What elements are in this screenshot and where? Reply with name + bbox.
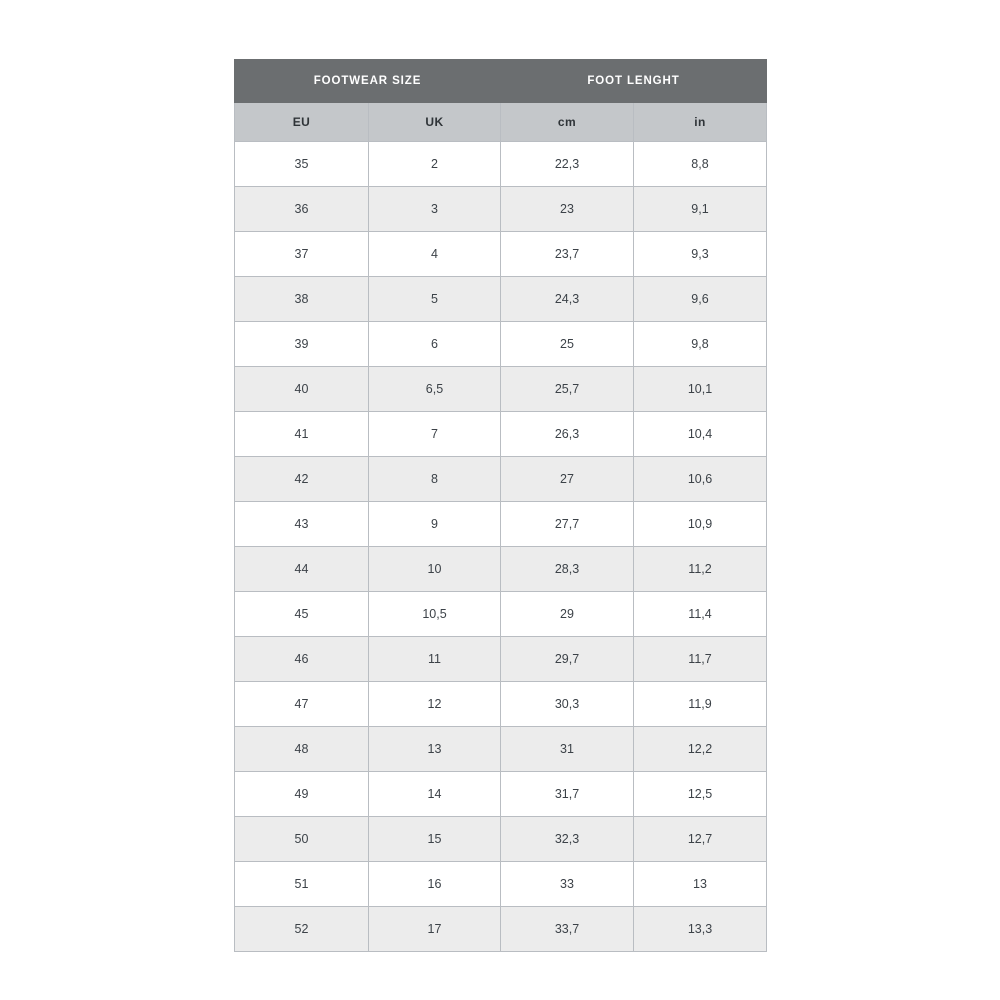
cell-uk: 11 (369, 637, 501, 682)
cell-eu: 43 (235, 502, 369, 547)
cell-in: 10,4 (634, 412, 767, 457)
cell-in: 8,8 (634, 142, 767, 187)
column-header-uk: UK (369, 103, 501, 142)
cell-eu: 49 (235, 772, 369, 817)
cell-cm: 25,7 (501, 367, 634, 412)
table-row (235, 862, 767, 907)
table-row (235, 187, 767, 232)
cell-in: 11,7 (634, 637, 767, 682)
cell-uk: 12 (369, 682, 501, 727)
table-row (235, 367, 767, 412)
table-row (235, 592, 767, 637)
cell-uk: 6,5 (369, 367, 501, 412)
cell-uk: 2 (369, 142, 501, 187)
cell-eu: 41 (235, 412, 369, 457)
cell-cm: 32,3 (501, 817, 634, 862)
column-header-in: in (634, 103, 767, 142)
cell-uk: 6 (369, 322, 501, 367)
column-header-cm: cm (501, 103, 634, 142)
cell-cm: 29,7 (501, 637, 634, 682)
table-row (235, 817, 767, 862)
table-row (235, 412, 767, 457)
cell-uk: 4 (369, 232, 501, 277)
table-row (235, 637, 767, 682)
cell-in: 13 (634, 862, 767, 907)
cell-uk: 8 (369, 457, 501, 502)
cell-eu: 44 (235, 547, 369, 592)
cell-in: 10,6 (634, 457, 767, 502)
cell-eu: 45 (235, 592, 369, 637)
cell-eu: 47 (235, 682, 369, 727)
cell-eu: 51 (235, 862, 369, 907)
cell-cm: 25 (501, 322, 634, 367)
cell-in: 12,7 (634, 817, 767, 862)
cell-in: 9,1 (634, 187, 767, 232)
cell-cm: 22,3 (501, 142, 634, 187)
cell-in: 10,9 (634, 502, 767, 547)
table-row (235, 322, 767, 367)
cell-in: 9,8 (634, 322, 767, 367)
table-row (235, 277, 767, 322)
cell-cm: 30,3 (501, 682, 634, 727)
group-header-foot-lenght: FOOT LENGHT (501, 60, 767, 103)
cell-uk: 10 (369, 547, 501, 592)
cell-uk: 7 (369, 412, 501, 457)
table-row (235, 547, 767, 592)
table-row (235, 907, 767, 952)
cell-eu: 36 (235, 187, 369, 232)
table-row (235, 502, 767, 547)
cell-uk: 10,5 (369, 592, 501, 637)
cell-uk: 16 (369, 862, 501, 907)
cell-eu: 35 (235, 142, 369, 187)
size-chart-container (234, 59, 766, 952)
cell-eu: 48 (235, 727, 369, 772)
table-row (235, 682, 767, 727)
cell-in: 11,9 (634, 682, 767, 727)
size-chart-table (234, 59, 767, 952)
table-row (235, 457, 767, 502)
cell-cm: 26,3 (501, 412, 634, 457)
group-header-row (235, 60, 767, 103)
cell-uk: 5 (369, 277, 501, 322)
cell-eu: 42 (235, 457, 369, 502)
cell-in: 9,6 (634, 277, 767, 322)
cell-eu: 40 (235, 367, 369, 412)
cell-eu: 38 (235, 277, 369, 322)
table-row (235, 232, 767, 277)
cell-cm: 28,3 (501, 547, 634, 592)
cell-uk: 15 (369, 817, 501, 862)
cell-in: 12,5 (634, 772, 767, 817)
cell-uk: 17 (369, 907, 501, 952)
cell-eu: 37 (235, 232, 369, 277)
table-row (235, 772, 767, 817)
cell-in: 9,3 (634, 232, 767, 277)
group-header-footwear-size: FOOTWEAR SIZE (235, 60, 501, 103)
cell-uk: 14 (369, 772, 501, 817)
cell-cm: 29 (501, 592, 634, 637)
cell-cm: 33 (501, 862, 634, 907)
cell-cm: 23,7 (501, 232, 634, 277)
column-header-row (235, 103, 767, 142)
cell-in: 10,1 (634, 367, 767, 412)
cell-in: 11,2 (634, 547, 767, 592)
cell-cm: 31 (501, 727, 634, 772)
cell-eu: 52 (235, 907, 369, 952)
cell-uk: 13 (369, 727, 501, 772)
table-row (235, 727, 767, 772)
cell-cm: 27,7 (501, 502, 634, 547)
cell-in: 12,2 (634, 727, 767, 772)
cell-eu: 39 (235, 322, 369, 367)
table-head (235, 60, 767, 142)
table-body (235, 142, 767, 952)
cell-cm: 23 (501, 187, 634, 232)
cell-cm: 24,3 (501, 277, 634, 322)
cell-eu: 46 (235, 637, 369, 682)
cell-uk: 3 (369, 187, 501, 232)
cell-uk: 9 (369, 502, 501, 547)
column-header-eu: EU (235, 103, 369, 142)
cell-cm: 27 (501, 457, 634, 502)
cell-in: 13,3 (634, 907, 767, 952)
cell-cm: 33,7 (501, 907, 634, 952)
cell-in: 11,4 (634, 592, 767, 637)
table-row (235, 142, 767, 187)
cell-eu: 50 (235, 817, 369, 862)
cell-cm: 31,7 (501, 772, 634, 817)
